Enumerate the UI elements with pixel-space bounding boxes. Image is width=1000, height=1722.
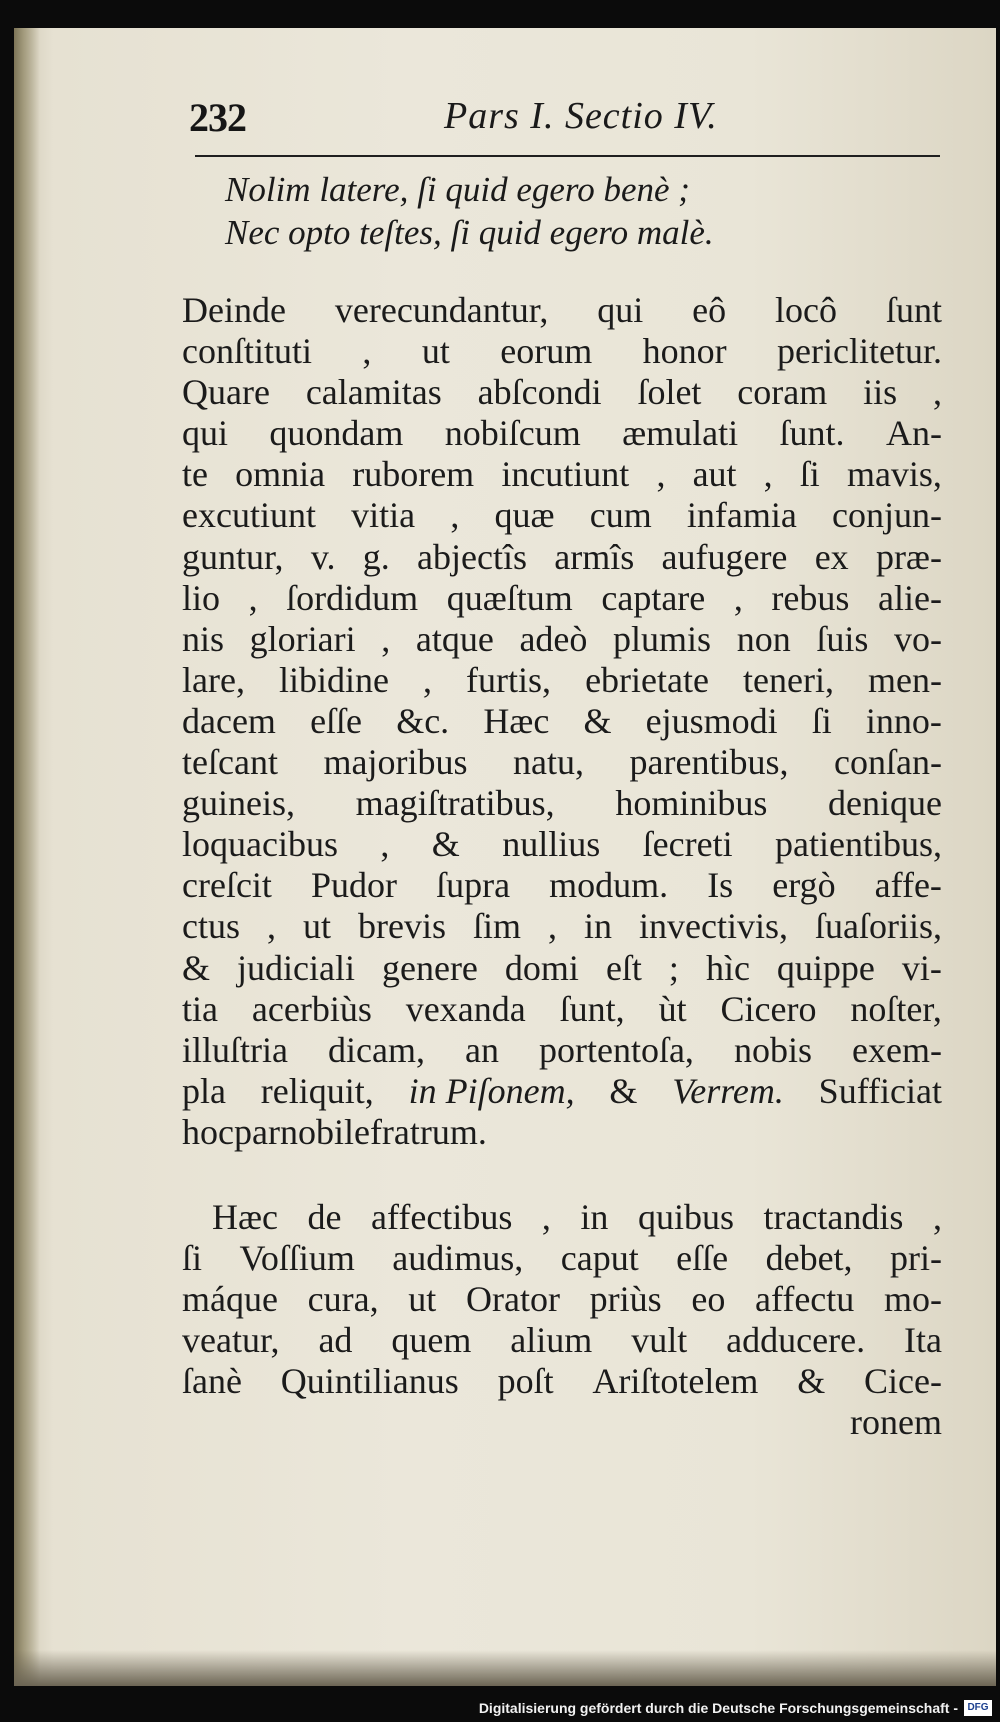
word: conjun- (832, 495, 942, 536)
word: coram (737, 372, 828, 413)
word: Hæc (483, 700, 550, 741)
word: plumis (613, 618, 712, 659)
word: , (423, 659, 433, 700)
word: æmulati (622, 413, 739, 454)
word: portentoſa, (538, 1029, 694, 1070)
word: cura, (307, 1279, 379, 1320)
word: vexanda (405, 988, 526, 1029)
word: judiciali (237, 947, 355, 988)
page-header (189, 94, 949, 154)
word: dacem (182, 700, 276, 741)
word: quippe (776, 947, 875, 988)
word: cum (589, 495, 652, 536)
word: adeò (519, 618, 588, 659)
word: ſuis (816, 618, 869, 659)
word: aut (692, 454, 737, 495)
word: debet, (765, 1238, 853, 1279)
word: præ- (875, 536, 942, 577)
word: pla (182, 1070, 226, 1111)
word: te (182, 454, 208, 495)
word: ut (408, 1279, 437, 1320)
verse-line: Nolim latere, ſi quid egero benè ; (225, 170, 690, 209)
word: alium (510, 1320, 593, 1361)
word: eo (691, 1279, 726, 1320)
text-line (182, 413, 942, 454)
word: ſim (473, 906, 522, 947)
word: & (609, 1070, 638, 1111)
header-rule (195, 155, 940, 157)
word: guineis, (182, 783, 295, 824)
text-line (182, 1320, 942, 1361)
word: Sufficiat (818, 1070, 942, 1111)
word: ſi (799, 454, 820, 495)
word: lare, (182, 659, 245, 700)
word: alie- (877, 577, 942, 618)
word: Deinde (182, 290, 286, 330)
page-number: 232 (189, 95, 246, 140)
text-line (182, 495, 942, 536)
word: ſuaſoriis, (815, 906, 942, 947)
word: ſolet (637, 372, 702, 413)
word: An- (885, 413, 942, 454)
word: verecundantur, (334, 290, 549, 330)
word: rebus (771, 577, 850, 618)
word: ergò (772, 865, 836, 906)
word: & (583, 700, 612, 741)
word: eô (692, 290, 727, 330)
word: calamitas (305, 372, 442, 413)
word: & (182, 947, 211, 988)
word: veatur, (182, 1320, 280, 1361)
text-line (182, 906, 942, 947)
word: atque (415, 618, 494, 659)
word: loquacibus (182, 824, 338, 865)
text-line (182, 1238, 942, 1279)
word: noſter, (850, 988, 942, 1029)
word: poſt (497, 1361, 554, 1402)
word: vult (631, 1320, 688, 1361)
word: nullius (502, 824, 601, 865)
verse-line: Nec opto teſtes, ſi quid egero malè. (225, 213, 714, 252)
word: Cicero (720, 988, 817, 1029)
word: qui (597, 290, 644, 330)
word: creſcit (182, 865, 272, 906)
word: , (548, 906, 558, 947)
word: guntur, (182, 536, 284, 577)
text-line (182, 660, 942, 701)
word: Hæc (212, 1196, 278, 1237)
word: , (541, 1196, 551, 1237)
word: furtis, (466, 659, 552, 700)
word: dicam, (328, 1029, 425, 1070)
word: , (248, 577, 258, 618)
word: magiſtratibus, (355, 783, 555, 824)
word: majoribus (323, 742, 468, 783)
digitization-credit: Digitalisierung gefördert durch die Deutsche Forschungsgemeinschaft - (478, 1700, 958, 1716)
word: affectu (755, 1279, 855, 1320)
footer-bar (0, 1686, 1000, 1722)
word: &c. (396, 700, 450, 741)
word: ſi (811, 700, 832, 741)
text-line (182, 372, 942, 413)
dfg-logo: DFG (964, 1700, 992, 1716)
catchword-line (182, 1402, 942, 1443)
text-line (182, 824, 942, 865)
word: quæ (494, 495, 555, 536)
word: nobile (279, 1111, 370, 1152)
word: vo- (893, 618, 942, 659)
word: iis (863, 372, 898, 413)
word: denique (828, 783, 942, 824)
word: par (233, 1111, 280, 1152)
word: aufugere (661, 536, 788, 577)
text-line (182, 1197, 942, 1238)
word: acerbiùs (251, 988, 372, 1029)
verse-quotation (225, 168, 925, 254)
text-line (182, 948, 942, 989)
word: ſupra (436, 865, 511, 906)
word: lio (182, 577, 221, 618)
word: inno- (865, 700, 942, 741)
word: natu, (513, 742, 584, 783)
word: mavis, (846, 454, 942, 495)
word: ; (668, 947, 679, 988)
paragraph-1 (182, 290, 942, 1153)
word: g. (362, 536, 390, 577)
word: gloriari (249, 618, 356, 659)
text-line (182, 1030, 942, 1071)
word: ctus (182, 906, 240, 947)
word: invectivis, (639, 906, 789, 947)
word: hìc (705, 947, 750, 988)
word: libidine (278, 659, 389, 700)
text-line (182, 619, 942, 660)
word: nobis (733, 1029, 812, 1070)
word: in (580, 1196, 609, 1237)
word: ſunt, (559, 988, 625, 1029)
word: audimus, (392, 1238, 524, 1279)
word: eſſe (676, 1238, 729, 1279)
word: Pudor (311, 865, 398, 906)
word: ad (318, 1320, 353, 1361)
word: ùt (658, 988, 687, 1029)
word: Verrem. (672, 1070, 784, 1111)
paragraph-2 (182, 1197, 942, 1402)
word: , (763, 454, 773, 495)
word: , (656, 454, 666, 495)
word: captare (601, 577, 706, 618)
word: non (736, 618, 791, 659)
word: de (307, 1196, 342, 1237)
text-line (182, 989, 942, 1030)
word: exem- (851, 1029, 942, 1070)
word: brevis (358, 906, 446, 947)
word: illuſtria (182, 1029, 288, 1070)
word: domi (504, 947, 579, 988)
word: nis (182, 618, 225, 659)
word: affe- (874, 865, 942, 906)
word: omnia (235, 454, 326, 495)
word: ſordidum (286, 577, 419, 618)
word: máque (182, 1279, 278, 1320)
word: armîs (554, 536, 635, 577)
word: parentibus, (629, 742, 789, 783)
word: & (431, 824, 460, 865)
word: caput (560, 1238, 639, 1279)
word: eſſe (310, 700, 363, 741)
word: excutiunt (182, 495, 316, 536)
word: , (381, 618, 391, 659)
word: eſt (605, 947, 642, 988)
word: men- (868, 659, 942, 700)
text-line (182, 1361, 942, 1402)
text-line (182, 578, 942, 619)
word: Ariſtotelem (592, 1361, 759, 1402)
word: ebrietate (585, 659, 709, 700)
word: vitia (351, 495, 416, 536)
text-line (182, 701, 942, 742)
word: quibus (637, 1196, 734, 1237)
word: quondam (269, 413, 404, 454)
text-line (182, 742, 942, 783)
word: adducere. (726, 1320, 866, 1361)
word: v. (310, 536, 336, 577)
word: teneri, (743, 659, 834, 700)
word: ut (421, 331, 450, 372)
text-line (182, 1071, 942, 1112)
word: in (584, 906, 613, 947)
word: , (932, 372, 942, 413)
word: in Piſonem, (408, 1070, 575, 1111)
word: an (464, 1029, 499, 1070)
word: genere (381, 947, 478, 988)
text-line (182, 1279, 942, 1320)
word: priùs (589, 1279, 662, 1320)
word: pri- (890, 1238, 942, 1279)
word: ex (814, 536, 849, 577)
word: hominibus (615, 783, 768, 824)
word: abjectîs (417, 536, 527, 577)
text-line (182, 1112, 942, 1153)
word: affectibus (371, 1196, 513, 1237)
text-line (182, 537, 942, 578)
word: patientibus, (774, 824, 942, 865)
word: locô (775, 290, 838, 330)
word: Quare (182, 372, 270, 413)
word: Orator (466, 1279, 560, 1320)
word: ut (303, 906, 332, 947)
word: hoc (182, 1111, 234, 1152)
word: , (380, 824, 390, 865)
word: nobiſcum (444, 413, 581, 454)
word: conſan- (834, 742, 942, 783)
word: vi- (901, 947, 942, 988)
text-line (182, 454, 942, 495)
word: , (362, 331, 372, 372)
word: ſanè (182, 1361, 242, 1402)
word: ſunt (885, 290, 942, 330)
running-title: Pars I. Sectio IV. (444, 95, 718, 137)
word: ruborem (352, 454, 475, 495)
word: , (932, 1196, 942, 1237)
word: abſcondi (477, 372, 602, 413)
word: ſi (182, 1238, 203, 1279)
word: modum. (549, 865, 669, 906)
word: , (450, 495, 460, 536)
text-line (182, 331, 942, 372)
word: Cice- (864, 1361, 942, 1402)
body-text (182, 290, 942, 1444)
word: fratrum. (369, 1111, 487, 1152)
word: qui (182, 413, 229, 454)
word: tractandis (763, 1196, 904, 1237)
word: Quintilianus (280, 1361, 459, 1402)
word: infamia (686, 495, 797, 536)
word: periclitetur. (777, 331, 942, 372)
word: Is (707, 865, 734, 906)
word: honor (642, 331, 727, 372)
word: mo- (883, 1279, 942, 1320)
word: ejusmodi (645, 700, 778, 741)
text-line (182, 783, 942, 824)
catchword: ronem (850, 1402, 942, 1443)
word: incutiunt (501, 454, 630, 495)
word: eorum (500, 331, 593, 372)
word: , (267, 906, 276, 947)
word: , (733, 577, 743, 618)
word: reliquit, (260, 1070, 374, 1111)
word: Voſſium (239, 1238, 355, 1279)
word: quæſtum (446, 577, 573, 618)
text-line (182, 865, 942, 906)
word: ſecreti (642, 824, 733, 865)
word: tia (182, 988, 218, 1029)
word: conſtituti (182, 331, 312, 372)
word: Ita (904, 1320, 942, 1361)
word: quem (391, 1320, 472, 1361)
text-line (182, 290, 942, 331)
word: & (797, 1361, 826, 1402)
word: teſcant (182, 742, 278, 783)
word: ſunt. (779, 413, 845, 454)
